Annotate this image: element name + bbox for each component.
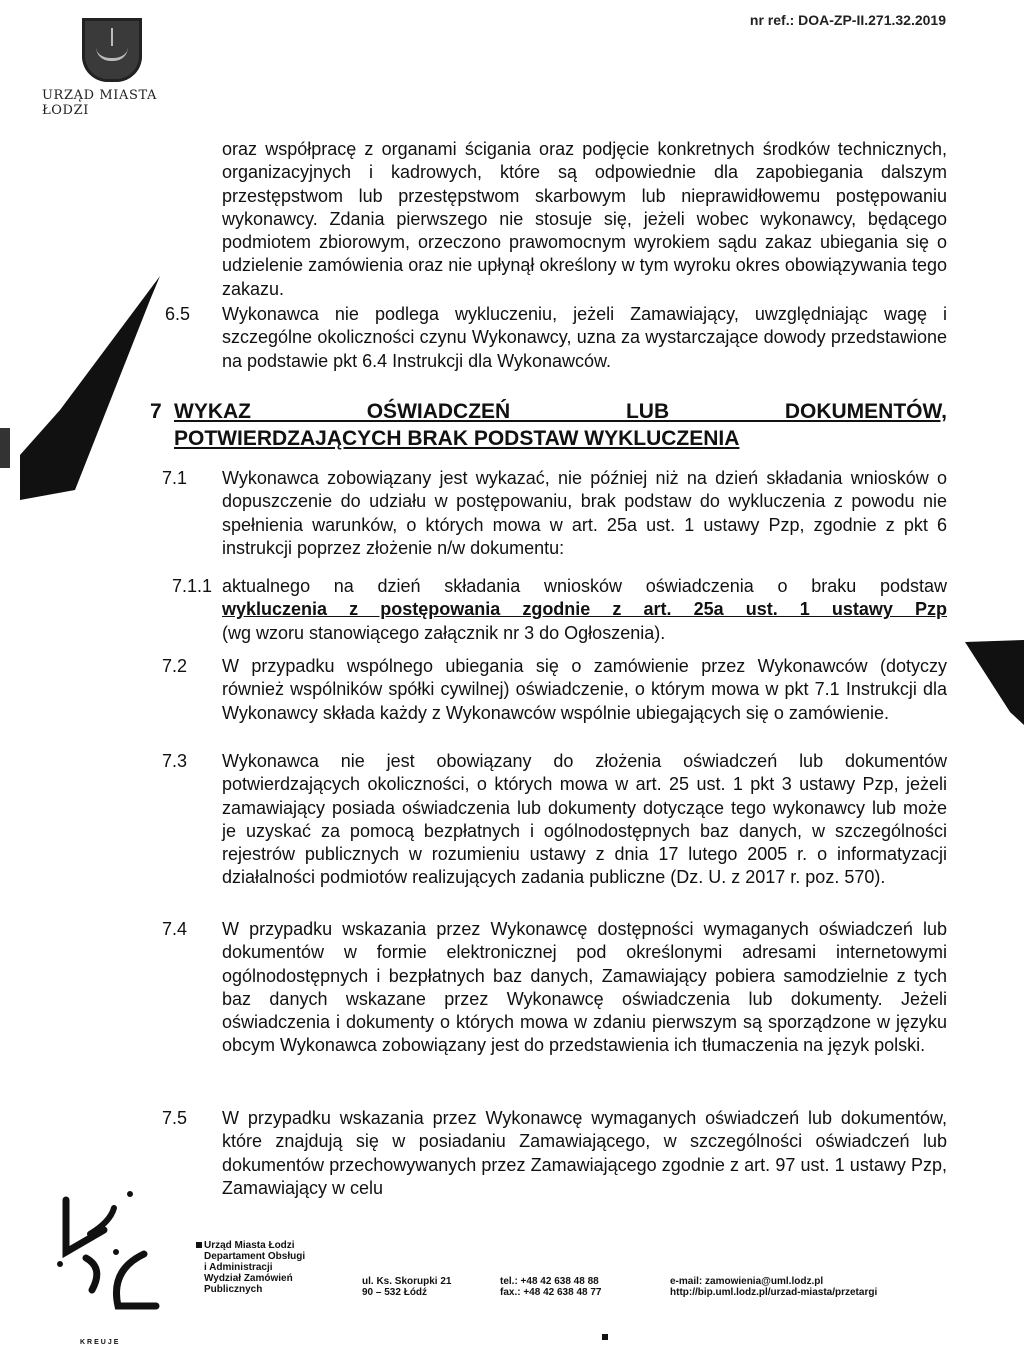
footer-fax: fax.: +48 42 638 48 77: [500, 1287, 602, 1298]
section-7-3-text: Wykonawca nie jest obowiązany do złożenia oświadczeń lub dokumentów potwierdzających okoliczności, o których mowa w art. 25 ust. 1 pkt 3 ustawy Pzp, jeżeli zamawiający posiada oświadczenia lub dokumenty dotyczące tego wykonawcy lub może je uzyskać za pomocą bezpłatnych i ogólnodostępnych baz danych, w szczególności rejestrów publicznych w rozumieniu ustawy z dnia 17 lutego 2005 r. o informatyzacji działalności podmiotów realizujących zadania publiczne (Dz. U. z 2017 r. poz. 570).: [222, 751, 947, 888]
footer-department: [204, 1240, 305, 1295]
section-heading-number: 7: [150, 400, 162, 423]
section-6-5-text: Wykonawca nie podlega wykluczeniu, jeżeli Zamawiający, uwzględniając wagę i szczególne okoliczności czynu Wykonawcy, uzna za wystarczające dowody przedstawione na podstawie pkt 6.4 Instrukcji dla Wykonawców.: [222, 304, 947, 371]
section-7-1-text: Wykonawca zobowiązany jest wykazać, nie później niż na dzień składania wniosków o dopuszczenie do udziału w postępowaniu, brak podstaw do wykluczenia z powodu nie spełnienia warunków, o których mowa w art. 25a ust. 1 ustawy Pzp, zgodnie z pkt 6 instrukcji poprzez złożenie n/w dokumentu:: [222, 468, 947, 558]
section-number-7-1-1: 7.1.1: [172, 576, 213, 596]
footer-dept-line-2: Departament Obsługi: [204, 1251, 306, 1262]
footer-contact: [670, 1276, 877, 1298]
footer-dept-line-5: Publicznych: [204, 1284, 263, 1295]
section-7-1-1-emphasis: wykluczenia z postępowania zgodnie z art. 25a ust. 1 ustawy Pzp: [222, 599, 947, 620]
logo-caption: KREUJE: [80, 1339, 121, 1346]
footer-bottom-bullet-icon: [602, 1334, 608, 1340]
footer-address: [362, 1276, 451, 1298]
section-number-7-3: 7.3: [162, 751, 188, 771]
footer-web-link[interactable]: http://bip.uml.lodz.pl/urzad-miasta/przetargi: [670, 1287, 878, 1298]
footer-address-line-1: ul. Ks. Skorupki 21: [362, 1276, 452, 1287]
section-heading-line-2: POTWIERDZAJĄCYCH BRAK PODSTAW WYKLUCZENIA: [174, 427, 740, 450]
footer-dept-line-1: Urząd Miasta Łodzi: [204, 1240, 295, 1251]
footer-address-line-2: 90 – 532 Łódź: [362, 1287, 428, 1298]
section-heading-line-1: WYKAZ OŚWIADCZEŃ LUB DOKUMENTÓW,: [174, 400, 947, 423]
section-7-5-text: W przypadku wskazania przez Wykonawcę wymaganych oświadczeń lub dokumentów, które znajdują się w posiadaniu Zamawiającego, w szczególności oświadczeń lub dokumentów przechowywanych przez Zamawiającego zgodnie z art. 97 ust. 1 ustawy Pzp, Zamawiający w celu: [222, 1108, 947, 1198]
reference-number: nr ref.: DOA-ZP-II.271.32.2019: [749, 12, 946, 28]
section-7-4-text: W przypadku wskazania przez Wykonawcę dostępności wymaganych oświadczeń lub dokumentów w formie elektronicznej pod określonymi adresami internetowymi ogólnodostępnych i bezpłatnych baz danych, Zamawiający pobiera samodzielnie z tych baz danych wskazane przez Wykonawcę oświadczenia lub dokumenty. Jeżeli oświadczenia i dokumenty o których mowa w zdaniu pierwszym są sporządzone w języku obcym Wykonawca zobowiązany jest do przedstawienia ich tłumaczenia na język polski.: [222, 919, 947, 1056]
section-7-1-1-line-1: aktualnego na dzień składania wniosków oświadczenia o braku podstaw: [222, 576, 947, 596]
right-scan-wedge: [965, 640, 1024, 725]
footer-tel: tel.: +48 42 638 48 88: [500, 1276, 599, 1287]
city-crest-logo: [82, 18, 142, 82]
section-number-7-2: 7.2: [162, 656, 188, 676]
section-7-2-text: W przypadku wspólnego ubiegania się o zamówienie przez Wykonawców (dotyczy również wspólników spółki cywilnej) oświadczenie, o którym mowa w pkt 7.1 Instrukcji dla Wykonawcy składa każdy z Wykonawców wspólnie ubiegających się o zamówienie.: [222, 656, 947, 723]
section-number-7-5: 7.5: [162, 1108, 188, 1128]
section-number-7-4: 7.4: [162, 919, 188, 939]
left-edge-mark: [0, 428, 10, 468]
section-number-6-5: 6.5: [165, 304, 191, 324]
section-number-7-1: 7.1: [162, 468, 188, 488]
org-name: URZĄD MIASTA ŁODZI: [42, 88, 158, 118]
section-7-1-1-text: [222, 575, 947, 645]
footer-phones: [500, 1276, 601, 1298]
left-scan-wedge: [20, 276, 160, 500]
footer-email-link[interactable]: e-mail: zamowienia@uml.lodz.pl: [670, 1276, 824, 1287]
paragraph-continuation: oraz współpracę z organami ścigania oraz podjęcie konkretnych środków technicznych, organizacyjnych i kadrowych, które są odpowiednie dla zapobiegania dalszym przestępstwom lub przestępstwom skarbowym lub nieprawidłowemu postępowaniu wykonawcy. Zdania pierwszego nie stosuje się, jeżeli wobec wykonawcy, będącego podmiotem zbiorowym, orzeczono prawomocnym wyrokiem sądu zakaz ubiegania się o udzielenie zamówienia oraz nie upłynął określony w tym wyroku okres obowiązywania tego zakazu.: [222, 139, 947, 299]
crest-boat-icon: [96, 44, 128, 61]
footer-dept-line-4: Wydział Zamówień: [204, 1273, 293, 1284]
section-7-1-1-line-3: (wg wzoru stanowiącego załącznik nr 3 do Ogłoszenia).: [222, 622, 666, 643]
lodz-kreuje-logo: [52, 1170, 162, 1310]
footer-bullet-icon: [196, 1242, 202, 1248]
section-heading: [174, 398, 947, 452]
footer-dept-line-3: i Administracji: [204, 1262, 273, 1273]
